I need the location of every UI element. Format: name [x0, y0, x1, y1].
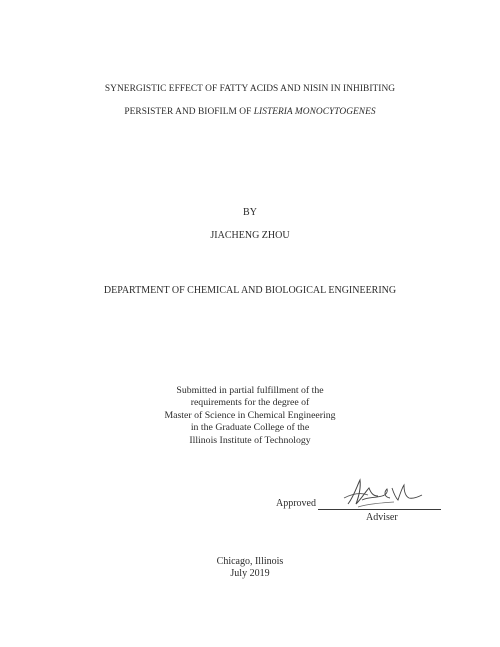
- author-name: JIACHENG ZHOU: [210, 230, 290, 241]
- adviser-signature-icon: [338, 474, 424, 510]
- approved-label: Approved: [276, 498, 316, 509]
- by-label: BY: [243, 207, 257, 218]
- submission-line: Illinois Institute of Technology: [189, 434, 311, 446]
- adviser-label: Adviser: [366, 512, 398, 523]
- thesis-title-line-2-text: PERSISTER AND BIOFILM OF: [124, 107, 254, 117]
- department-name: DEPARTMENT OF CHEMICAL AND BIOLOGICAL ENGINEERING: [103, 285, 397, 296]
- submission-line: Master of Science in Chemical Engineering: [164, 409, 336, 421]
- signature-line: [318, 509, 441, 510]
- submission-statement: [0, 385, 500, 447]
- place: Chicago, Illinois: [216, 556, 284, 567]
- submission-line: requirements for the degree of: [190, 397, 310, 409]
- thesis-title-line-2: [0, 106, 500, 119]
- submission-date: July 2019: [230, 568, 270, 579]
- thesis-title-organism: LISTERIA MONOCYTOGENES: [253, 107, 376, 117]
- submission-line: Submitted in partial fulfillment of the: [176, 385, 324, 396]
- thesis-title-line-1: SYNERGISTIC EFFECT OF FATTY ACIDS AND NISIN IN INHIBITING: [104, 84, 396, 94]
- submission-line: in the Graduate College of the: [190, 422, 310, 434]
